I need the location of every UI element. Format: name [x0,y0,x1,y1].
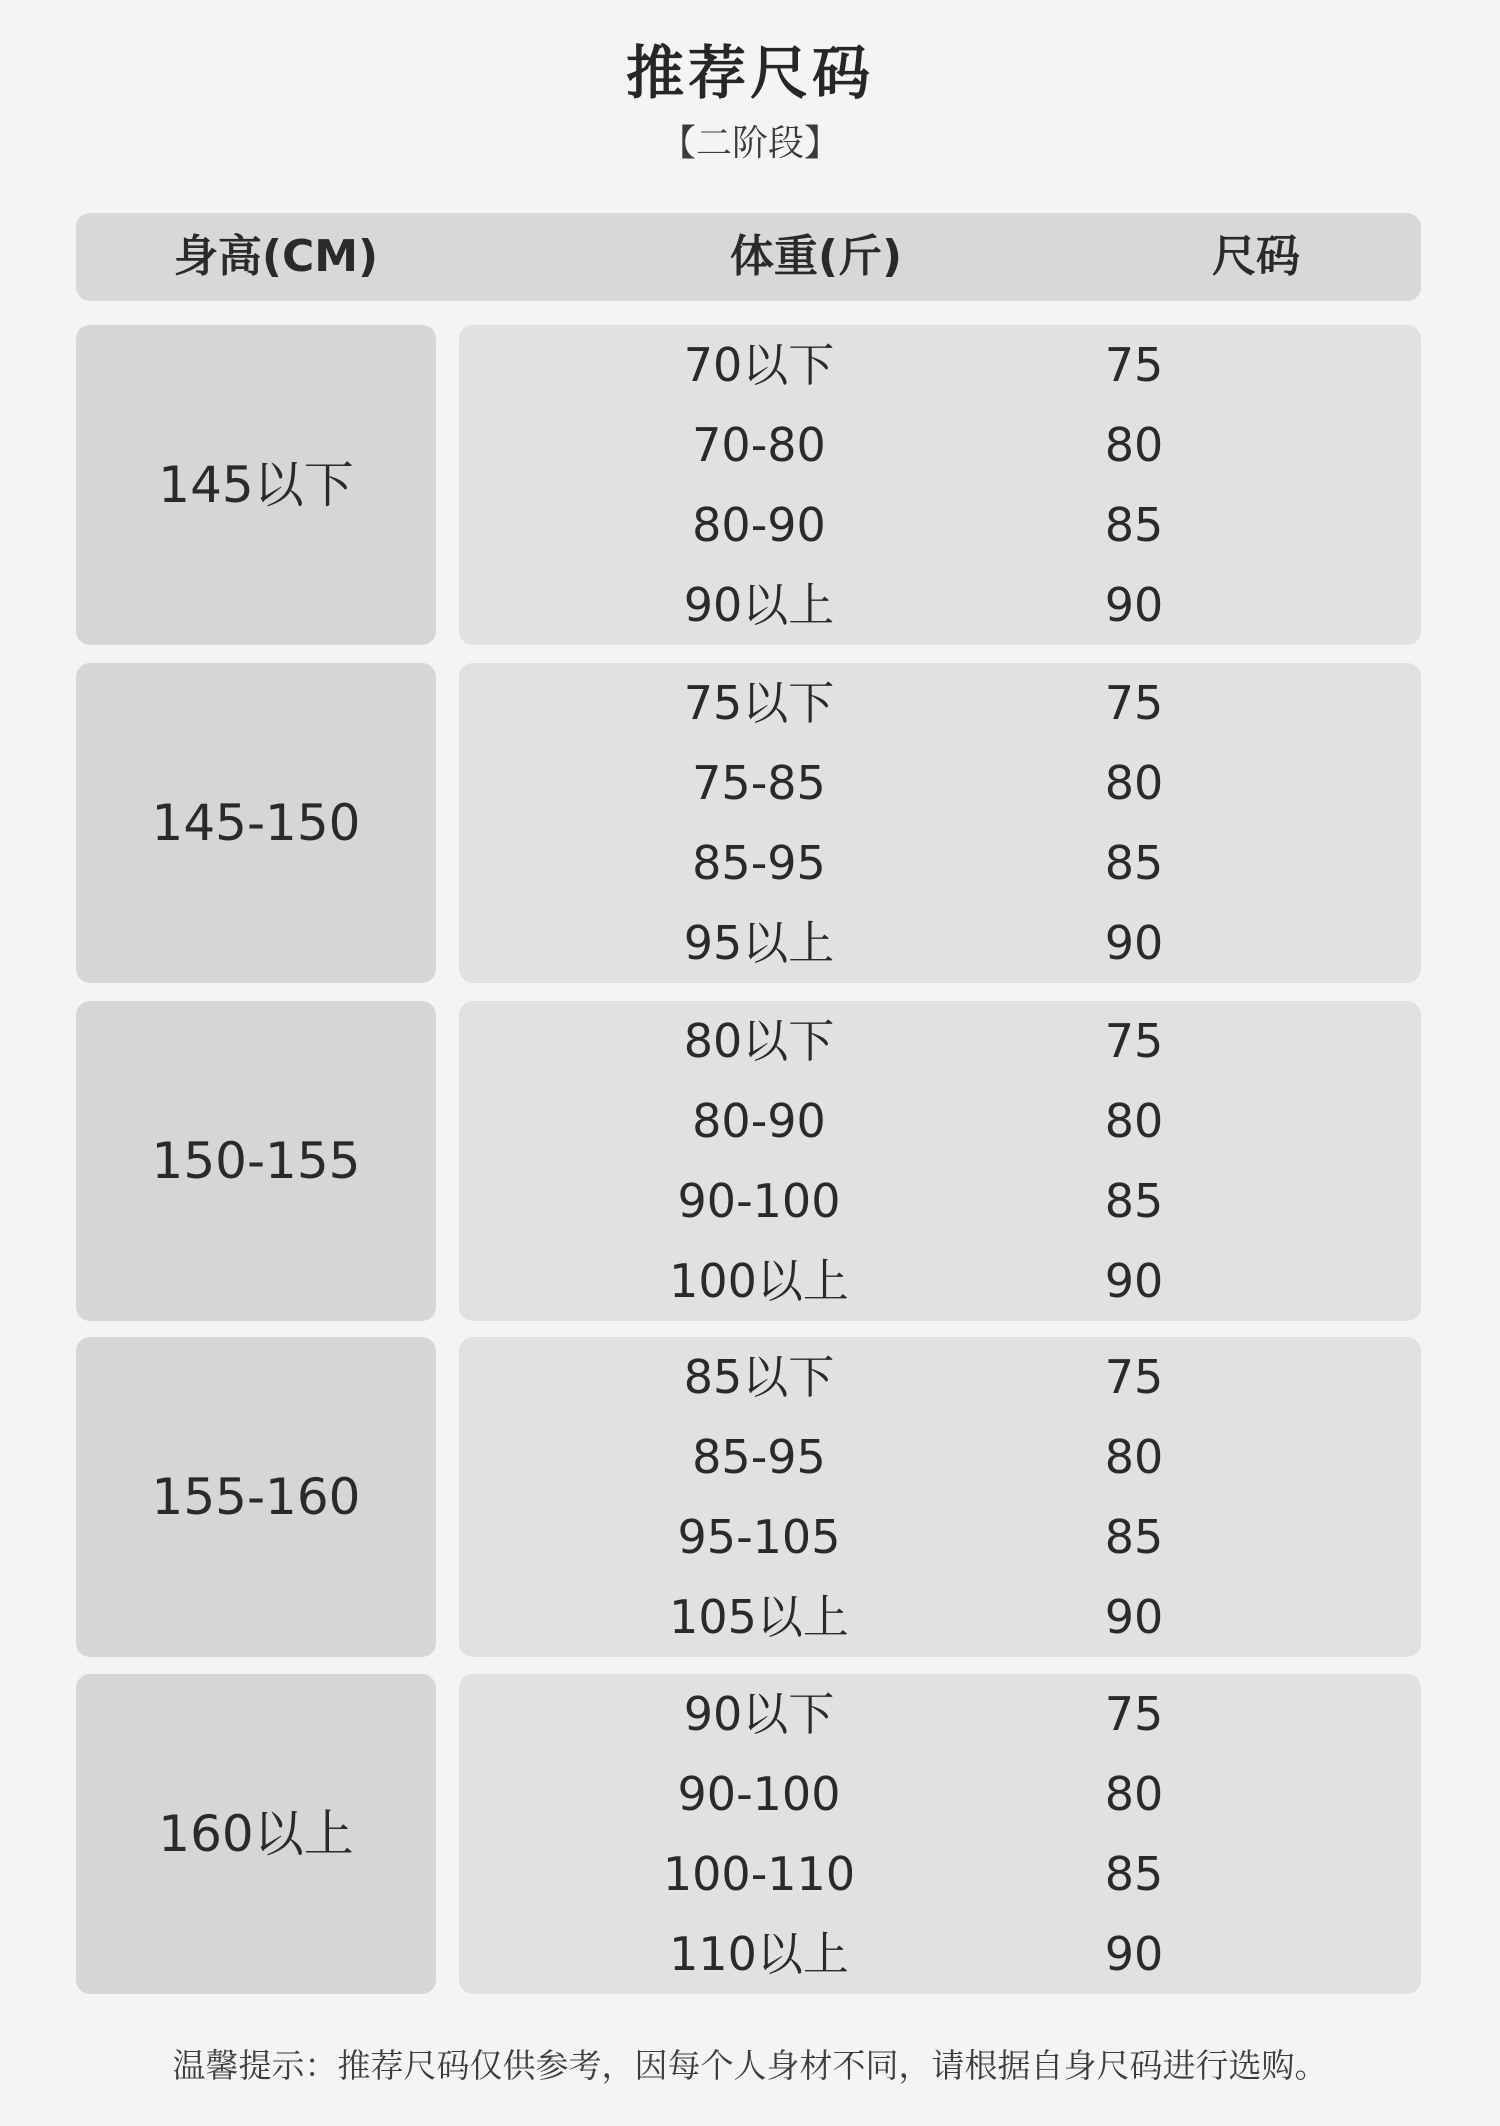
size-value: 75 [1104,1014,1164,1068]
weight-range: 100-110 [662,1847,856,1901]
height-range: 145以下 [158,456,354,514]
weight-range: 95-105 [677,1510,841,1564]
table-row [459,1417,1421,1497]
size-value: 75 [1104,1350,1164,1404]
weight-range: 75以下 [683,676,835,730]
size-value: 80 [1104,1430,1164,1484]
page-subtitle: 【二阶段】 [659,123,840,164]
height-range: 145-150 [151,794,361,852]
size-value: 85 [1104,1847,1164,1901]
weight-range: 80-90 [692,1094,826,1148]
weight-size-rows [459,663,1421,983]
size-value: 75 [1104,676,1164,730]
table-row [459,1674,1421,1754]
height-cell [76,1337,436,1657]
table-row [459,1161,1421,1241]
header-weight: 体重(斤) [729,231,903,282]
weight-size-rows [459,1674,1421,1994]
table-row [459,823,1421,903]
weight-range: 105以上 [669,1590,849,1644]
weight-range: 70-80 [692,418,826,472]
height-range: 155-160 [151,1468,361,1526]
weight-size-rows [459,1001,1421,1321]
height-cell [76,1674,436,1994]
size-value: 80 [1104,1767,1164,1821]
table-row [459,485,1421,565]
weight-size-rows [459,1337,1421,1657]
table-row [459,663,1421,743]
table-row [459,1337,1421,1417]
weight-range: 80-90 [692,498,826,552]
table-row [459,1241,1421,1321]
weight-range: 95以上 [683,916,835,970]
table-header [76,213,1421,301]
size-value: 90 [1104,1254,1164,1308]
size-group [76,1001,1421,1321]
table-row [459,903,1421,983]
header-height: 身高(CM) [173,231,379,282]
size-group [76,1674,1421,1994]
weight-range: 85-95 [692,1430,826,1484]
table-row [459,1754,1421,1834]
table-row [459,1497,1421,1577]
size-value: 85 [1104,836,1164,890]
weight-range: 90-100 [677,1767,841,1821]
table-row [459,405,1421,485]
size-group [76,325,1421,645]
size-value: 85 [1104,1510,1164,1564]
weight-range: 90以上 [683,578,835,632]
size-value: 90 [1104,1927,1164,1981]
table-row [459,1914,1421,1994]
table-row [459,325,1421,405]
size-value: 80 [1104,418,1164,472]
table-row [459,1577,1421,1657]
table-row [459,743,1421,823]
header-size: 尺码 [1212,231,1300,282]
size-value: 90 [1104,1590,1164,1644]
size-value: 85 [1104,1174,1164,1228]
page-title: 推荐尺码 [625,39,874,107]
table-row [459,1001,1421,1081]
weight-range: 80以下 [683,1014,835,1068]
footnote: 温馨提示：推荐尺码仅供参考，因每个人身材不同，请根据自身尺码进行选购。 [172,2046,1328,2085]
height-cell [76,325,436,645]
size-value: 75 [1104,1687,1164,1741]
weight-range: 85-95 [692,836,826,890]
weight-range: 90以下 [683,1687,835,1741]
size-value: 80 [1104,756,1164,810]
size-value: 80 [1104,1094,1164,1148]
size-value: 90 [1104,578,1164,632]
table-row [459,1834,1421,1914]
table-row [459,565,1421,645]
height-range: 150-155 [151,1132,361,1190]
height-cell [76,1001,436,1321]
weight-range: 85以下 [683,1350,835,1404]
size-value: 85 [1104,498,1164,552]
weight-range: 75-85 [692,756,826,810]
size-group [76,1337,1421,1657]
weight-range: 90-100 [677,1174,841,1228]
weight-range: 110以上 [669,1927,849,1981]
size-value: 90 [1104,916,1164,970]
weight-range: 70以下 [683,338,835,392]
weight-size-rows [459,325,1421,645]
size-value: 75 [1104,338,1164,392]
size-group [76,663,1421,983]
table-row [459,1081,1421,1161]
height-cell [76,663,436,983]
height-range: 160以上 [158,1805,354,1863]
weight-range: 100以上 [669,1254,849,1308]
